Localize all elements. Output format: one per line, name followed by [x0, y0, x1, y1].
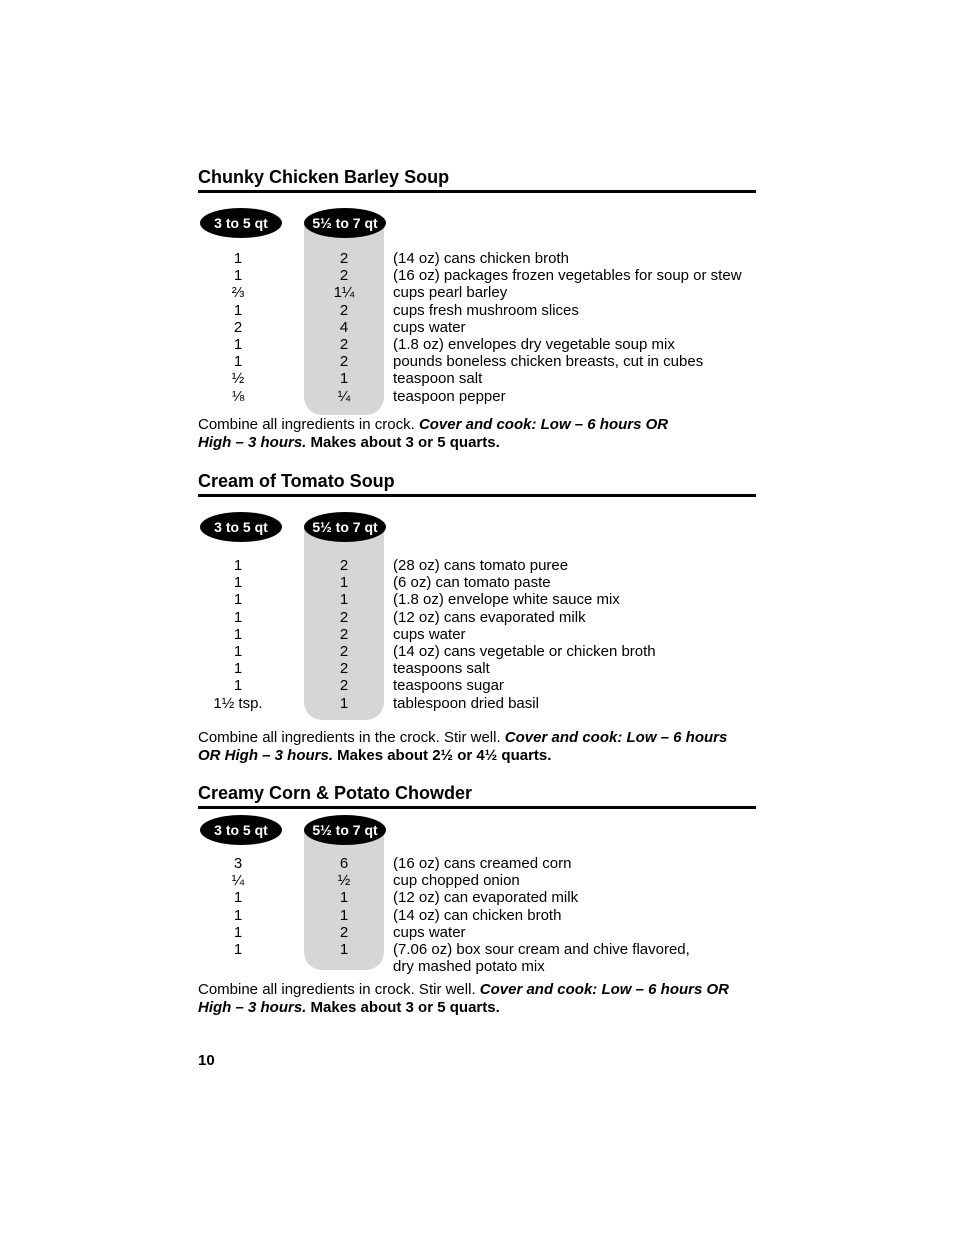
qty-small: 1	[233, 889, 243, 907]
cook-instructions-cont: OR High – 3 hours.	[198, 747, 334, 764]
ingredient-text: tablespoon dried basil	[393, 694, 539, 712]
cook-instructions-cont: High – 3 hours.	[198, 434, 307, 451]
title-rule	[198, 190, 756, 193]
qty-small: 1	[233, 677, 243, 695]
ingredient-text: (14 oz) can chicken broth	[393, 906, 562, 924]
directions-text: Combine all ingredients in crock. Stir well.	[198, 981, 480, 998]
ingredient-text: teaspoon salt	[393, 370, 483, 388]
ingredient-text: (12 oz) can evaporated milk	[393, 889, 579, 907]
yield-text: Makes about 3 or 5 quarts.	[306, 434, 500, 451]
ingredient-row	[198, 319, 756, 336]
title-rule	[198, 806, 756, 809]
qty-large: 2	[339, 557, 349, 574]
qty-small: 1	[233, 353, 243, 371]
ingredient-list	[198, 855, 756, 975]
ingredient-row	[198, 677, 756, 694]
qty-large: 2	[339, 660, 349, 678]
ingredient-row	[198, 855, 756, 872]
qty-small: 1	[233, 267, 243, 285]
qty-large: 2	[339, 267, 349, 285]
qty-large: 2	[339, 625, 349, 643]
qty-large: 1	[339, 574, 349, 592]
recipe-directions	[198, 416, 758, 452]
title-rule	[198, 494, 756, 497]
ingredient-text: (1.8 oz) envelopes dry vegetable soup mix	[393, 335, 675, 353]
qty-large: 2	[339, 608, 349, 626]
ingredient-row	[198, 924, 756, 941]
ingredient-row	[198, 302, 756, 319]
qty-small: 1	[233, 591, 243, 609]
qty-small: 1	[233, 608, 243, 626]
ingredient-row	[198, 353, 756, 370]
ingredient-row	[198, 250, 756, 267]
ingredient-row	[198, 889, 756, 906]
ingredient-row	[198, 907, 756, 924]
ingredient-text: teaspoons salt	[393, 660, 490, 678]
ingredient-row	[198, 872, 756, 889]
qty-large: 2	[339, 677, 349, 695]
ingredient-text: (28 oz) cans tomato puree	[393, 557, 569, 574]
recipe-directions	[198, 981, 758, 1017]
ingredient-row	[198, 609, 756, 626]
recipe-title: Chunky Chicken Barley Soup	[198, 167, 450, 187]
qty-large: 1	[339, 940, 349, 958]
ingredient-row	[198, 941, 756, 958]
small-crock-size-badge: 3 to 5 qt	[200, 512, 282, 542]
qty-large: 1	[339, 889, 349, 907]
ingredient-row	[198, 591, 756, 608]
qty-small: 1	[233, 301, 243, 319]
qty-large: 1	[339, 694, 349, 712]
qty-large: ½	[337, 872, 351, 890]
qty-small: 1	[233, 625, 243, 643]
qty-small: 1½ tsp.	[213, 694, 263, 712]
page-number: 10	[198, 1052, 215, 1069]
qty-large: 2	[339, 335, 349, 353]
recipe-title: Cream of Tomato Soup	[198, 471, 395, 491]
qty-large: 2	[339, 642, 349, 660]
large-crock-size-badge: 5½ to 7 qt	[304, 512, 386, 542]
qty-small: 1	[233, 557, 243, 574]
qty-large: 4	[339, 318, 349, 336]
ingredient-row	[198, 695, 756, 712]
ingredient-text: (14 oz) cans chicken broth	[393, 250, 569, 267]
qty-large: 6	[339, 855, 349, 872]
qty-small: 1	[233, 906, 243, 924]
qty-small: ½	[231, 370, 245, 388]
ingredient-row	[198, 643, 756, 660]
qty-large: ¼	[337, 387, 351, 405]
qty-small: 1	[233, 574, 243, 592]
qty-small: 3	[233, 855, 243, 872]
qty-small: 1	[233, 250, 243, 267]
small-crock-size-badge: 3 to 5 qt	[200, 208, 282, 238]
qty-large: 2	[339, 353, 349, 371]
qty-small: 1	[233, 642, 243, 660]
ingredient-text: cups pearl barley	[393, 284, 508, 302]
ingredient-text: cups water	[393, 625, 466, 643]
qty-small: ⅛	[231, 387, 245, 405]
ingredient-row	[198, 388, 756, 405]
cook-instructions: Cover and cook: Low – 6 hours OR	[418, 416, 669, 433]
qty-small: 1	[233, 335, 243, 353]
ingredient-list	[198, 557, 756, 712]
ingredient-text: (16 oz) cans creamed corn	[393, 855, 572, 872]
qty-large: 2	[339, 923, 349, 941]
qty-small: 2	[233, 318, 243, 336]
qty-small: 1	[233, 940, 243, 958]
recipe-directions	[198, 729, 758, 765]
qty-small: ⅔	[231, 284, 245, 302]
directions-text: Combine all ingredients in crock.	[198, 416, 419, 433]
qty-large: 1	[339, 906, 349, 924]
qty-small: 1	[233, 923, 243, 941]
ingredient-text: cup chopped onion	[393, 872, 520, 890]
yield-text: Makes about 2½ or 4½ quarts.	[333, 747, 552, 764]
ingredient-text: (7.06 oz) box sour cream and chive flavored,	[393, 940, 690, 958]
yield-text: Makes about 3 or 5 quarts.	[306, 999, 500, 1016]
qty-large: 1¼	[333, 284, 355, 302]
qty-large: 2	[339, 301, 349, 319]
cook-instructions: Cover and cook: Low – 6 hours OR	[479, 981, 729, 998]
ingredient-row	[198, 958, 756, 975]
cook-instructions: Cover and cook: Low – 6 hours	[504, 729, 728, 746]
qty-large: 2	[339, 250, 349, 267]
ingredient-row	[198, 557, 756, 574]
ingredient-text: (6 oz) can tomato paste	[393, 574, 551, 592]
directions-text: Combine all ingredients in the crock. Stir well.	[198, 729, 505, 746]
ingredient-row	[198, 574, 756, 591]
ingredient-text: dry mashed potato mix	[393, 958, 545, 976]
ingredient-text: (14 oz) cans vegetable or chicken broth	[393, 642, 656, 660]
qty-small: ¼	[231, 872, 245, 890]
ingredient-text: teaspoon pepper	[393, 387, 506, 405]
ingredient-row	[198, 267, 756, 284]
large-crock-size-badge: 5½ to 7 qt	[304, 208, 386, 238]
small-crock-size-badge: 3 to 5 qt	[200, 815, 282, 845]
recipe-chunky-chicken-barley-soup	[198, 166, 756, 451]
ingredient-text: (1.8 oz) envelope white sauce mix	[393, 591, 620, 609]
qty-large: 1	[339, 591, 349, 609]
ingredient-row	[198, 284, 756, 301]
qty-small: 1	[233, 660, 243, 678]
ingredient-text: cups water	[393, 923, 466, 941]
ingredient-text: teaspoons sugar	[393, 677, 504, 695]
qty-large: 1	[339, 370, 349, 388]
ingredient-text: cups fresh mushroom slices	[393, 301, 579, 319]
recipe-creamy-corn-potato-chowder	[198, 782, 756, 1016]
recipe-cream-of-tomato-soup	[198, 470, 756, 764]
ingredient-row	[198, 626, 756, 643]
cook-instructions-cont: High – 3 hours.	[198, 999, 307, 1016]
ingredient-row	[198, 336, 756, 353]
ingredient-list	[198, 250, 756, 405]
ingredient-row	[198, 370, 756, 387]
recipe-title: Creamy Corn & Potato Chowder	[198, 783, 473, 803]
ingredient-text: pounds boneless chicken breasts, cut in cubes	[393, 353, 704, 371]
ingredient-text: (12 oz) cans evaporated milk	[393, 608, 586, 626]
ingredient-text: cups water	[393, 318, 466, 336]
large-crock-size-badge: 5½ to 7 qt	[304, 815, 386, 845]
ingredient-text: (16 oz) packages frozen vegetables for soup or stew	[393, 267, 742, 285]
ingredient-row	[198, 660, 756, 677]
